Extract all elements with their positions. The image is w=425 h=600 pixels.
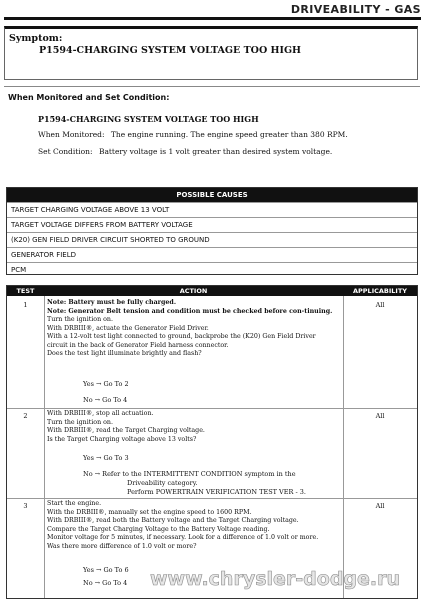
test-number: 1 [23,301,28,309]
action-line: Is the Target Charging voltage above 13 volts? [47,435,197,443]
action-line: With DRBIII®, read the Target Charging voltage. [47,427,205,434]
no-branch: No → Go To 4 [83,396,128,404]
set-condition-text: Battery voltage is 1 volt greater than desired system voltage. [98,147,333,156]
possible-causes-table [6,187,418,275]
action-line: Turn the ignition on. [47,418,113,426]
cause-item: TARGET CHARGING VOLTAGE ABOVE 13 VOLT [7,202,417,217]
section-header: DRIVEABILITY - GAS [290,3,421,16]
note: Note: Battery must be fully charged. [47,299,177,306]
applicability: All [375,301,385,309]
set-condition-label: Set Condition: [38,147,93,156]
cause-item: GENERATOR FIELD [7,247,417,262]
symptom-label: Symptom: [9,33,63,44]
col-divider [343,296,344,598]
note: Note: Generator Belt tension and condition must be checked before con-tinuing. [47,307,333,315]
cause-item: PCM [7,262,417,277]
when-monitored-line [38,130,348,139]
no-branch-detail: Driveability category. [127,479,198,487]
test-number: 3 [23,502,28,510]
applicability: All [375,502,385,510]
yes-branch: Yes → Go To 6 [83,566,129,574]
action-line: With DRBIII®, read both the Battery voltage and the Target Charging voltage. [47,517,299,524]
conditions-heading: When Monitored and Set Condition: [8,93,170,102]
when-monitored-text: The engine running. The engine speed greater than 380 RPM. [110,130,348,139]
conditions-title: P1594-CHARGING SYSTEM VOLTAGE TOO HIGH [38,114,259,124]
cause-item: TARGET VOLTAGE DIFFERS FROM BATTERY VOLTAGE [7,217,417,232]
test-number: 2 [23,412,28,420]
action-line: Monitor voltage for 5 minutes, if necessary. Look for a difference of 1.0 volt or more. [47,534,319,541]
no-branch: No → Refer to the INTERMITTENT CONDITION symptom in the [83,470,296,478]
action-text [47,299,339,359]
set-condition-line [38,147,332,156]
row-divider [7,498,417,499]
symptom-code: P1594-CHARGING SYSTEM VOLTAGE TOO HIGH [39,45,302,56]
causes-heading: POSSIBLE CAUSES [7,188,417,202]
action-line: With a 12-volt test light connected to ground, backprobe the (K20) Gen Field Driver [47,333,316,340]
action-line: With the DRBIII®, manually set the engine speed to 1600 RPM. [47,508,252,516]
when-monitored-label: When Monitored: [38,130,105,139]
section-rule [4,86,420,87]
row-divider [7,408,417,409]
action-line: Start the engine. [47,500,102,507]
cause-item: (K20) GEN FIELD DRIVER CIRCUIT SHORTED TO GROUND [7,232,417,247]
action-line: Was there more difference of 1.0 volt or more? [47,542,197,550]
symptom-box [4,26,418,80]
test-table [6,285,418,599]
no-branch: No → Go To 4 [83,579,128,587]
yes-branch: Yes → Go To 3 [83,454,129,462]
action-line: With DRBIII®, actuate the Generator Field Driver. [47,324,209,332]
action-line: With DRBIII®, stop all actuation. [47,410,154,417]
col-divider [44,296,45,598]
watermark: www.chrysler-dodge.ru [150,568,401,590]
action-line: circuit in the back of Generator Field harness connector. [47,341,229,349]
yes-branch: Yes → Go To 2 [83,380,129,388]
applicability: All [375,412,385,420]
test-table-header [7,286,417,296]
action-text [47,410,339,444]
col-test: TEST [16,287,35,295]
action-line: Does the test light illuminate brightly and flash? [47,350,202,357]
action-line: Compare the Target Charging Voltage to the Battery Voltage reading. [47,525,270,533]
no-branch-detail: Perform POWERTRAIN VERIFICATION TEST VER - 3. [127,488,306,496]
action-text [47,500,339,551]
action-line: Turn the ignition on. [47,316,113,323]
header-rule [4,17,421,20]
col-applicability: APPLICABILITY [353,287,407,295]
col-action: ACTION [179,287,208,295]
